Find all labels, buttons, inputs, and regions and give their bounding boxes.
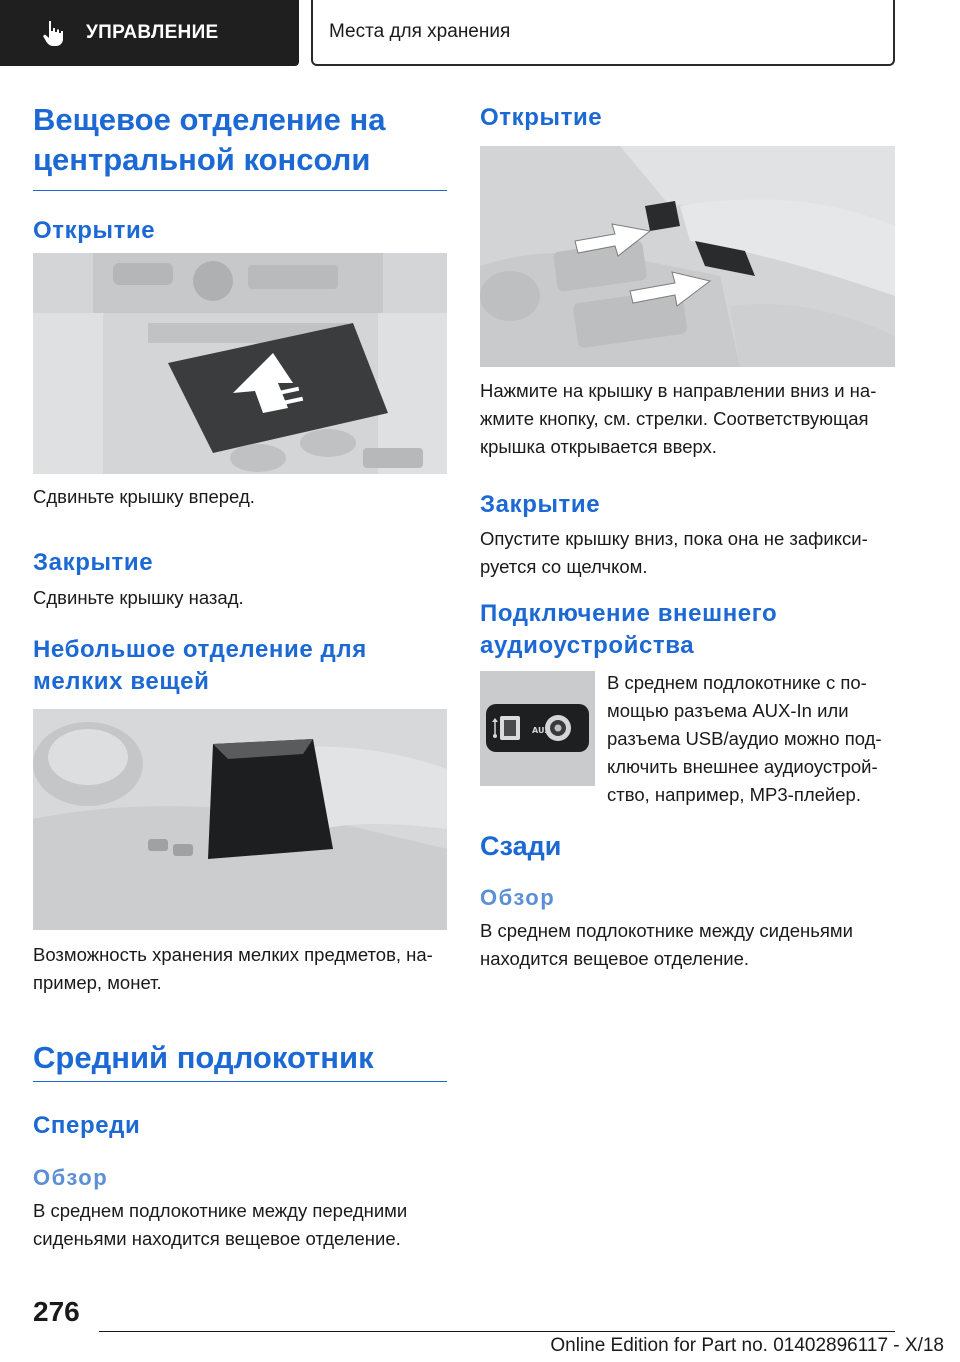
footer-rule [99, 1331, 895, 1332]
hand-pointer-icon [38, 18, 68, 48]
aux-usb-figure [480, 671, 595, 786]
audio-text: В среднем подлокотнике с по- мощью разъема AUX-In или разъема USB/аудио можно под- ключить внешнее аудиоустрой- ство, например, MP3-плейер. [607, 672, 882, 805]
console-close-heading: Закрытие [33, 549, 154, 576]
armrest-open-figure [480, 146, 895, 367]
small-compartment-text: Возможность хранения мелких предметов, на- пример, монет. [33, 944, 433, 993]
edition-text: Online Edition for Part no. 01402896117 - X/18 [550, 1335, 944, 1356]
left-column [33, 100, 447, 247]
chapter-label: УПРАВЛЕНИЕ [86, 22, 219, 43]
armrest-close-text: Опустите крышку вниз, пока она не зафикси- руется со щелчком. [480, 528, 868, 577]
title-rule [33, 190, 447, 191]
chapter-tab[interactable] [0, 0, 299, 66]
console-open-text: Сдвиньте крышку вперед. [33, 486, 255, 507]
armrest-title-rule [33, 1081, 447, 1082]
front-heading: Спереди [33, 1112, 141, 1139]
armrest-open-text: Нажмите на крышку в направлении вниз и на- жмите кнопку, см. стрелки. Соответствующая крышка открывается вверх. [480, 380, 877, 457]
console-compartment-figure [33, 253, 447, 474]
armrest-open-heading: Открытие [480, 104, 603, 131]
section-title: Места для хранения [329, 21, 511, 42]
armrest-title: Средний подлокотник [33, 1040, 374, 1075]
front-overview-text: В среднем подлокотнике между передними сиденьями находится вещевое отделение. [33, 1200, 408, 1249]
small-compartment-figure [33, 709, 447, 930]
rear-overview-text: В среднем подлокотнике между сиденьями находится вещевое отделение. [480, 920, 853, 969]
console-compartment-title: Вещевое отделение на центральной консоли [33, 102, 386, 177]
audio-heading: Подключение внешнего аудиоустройства [480, 600, 778, 659]
console-open-heading: Открытие [33, 217, 156, 244]
armrest-close-heading: Закрытие [480, 491, 601, 518]
page-number: 276 [33, 1296, 80, 1327]
rear-heading: Сзади [480, 831, 562, 861]
section-title-box [311, 0, 895, 66]
rear-overview-heading: Обзор [480, 885, 556, 910]
page-header [0, 0, 960, 66]
aux-label: AUX [532, 726, 551, 735]
console-close-text: Сдвиньте крышку назад. [33, 587, 244, 608]
small-compartment-heading: Небольшое отделение для мелких вещей [33, 636, 367, 695]
front-overview-heading: Обзор [33, 1165, 109, 1190]
